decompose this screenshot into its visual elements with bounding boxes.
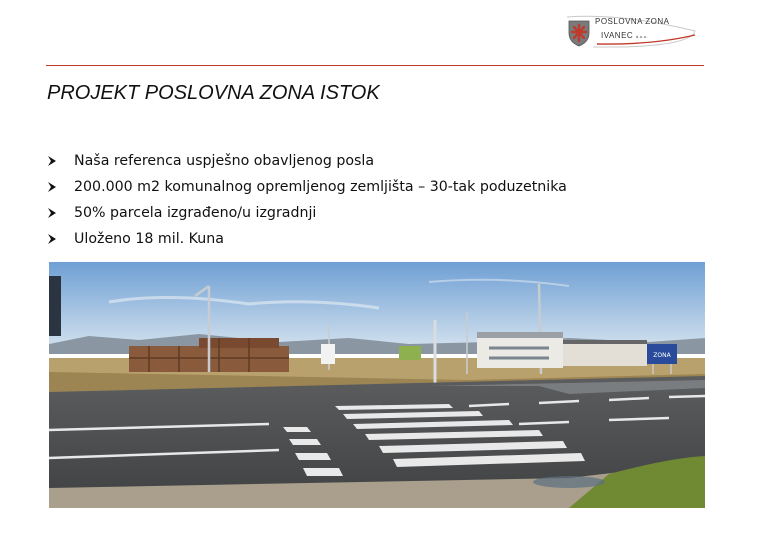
shield-cross-icon <box>569 21 589 46</box>
puddle <box>533 476 605 488</box>
logo-line-1: POSLOVNA ZONA <box>595 17 670 26</box>
arrowhead-icon <box>47 155 74 167</box>
bullet-text: 50% parcela izgrađeno/u izgradnji <box>74 205 317 221</box>
bullet-list <box>47 148 567 252</box>
bullet-text: Uloženo 18 mil. Kuna <box>74 231 224 247</box>
arrowhead-icon <box>47 233 74 245</box>
arrowhead-icon <box>47 207 74 219</box>
logo-name: IVANEC <box>601 31 634 40</box>
slide-title: PROJEKT POSLOVNA ZONA ISTOK <box>47 82 380 104</box>
sky <box>49 262 705 352</box>
logo-suffix: d.o.o. <box>635 34 648 39</box>
title-divider <box>46 65 704 66</box>
sign-text: ZONA <box>653 352 671 359</box>
bullet-text: Naša referenca uspješno obavljenog posla <box>74 153 375 169</box>
company-logo <box>563 11 698 51</box>
bullet-item <box>47 148 567 174</box>
bullet-text: 200.000 m2 komunalnog opremljenog zemljišta – 30-tak poduzetnika <box>74 179 567 195</box>
logo-line-2 <box>601 31 648 40</box>
business-zone-photo <box>49 262 705 508</box>
left-pole <box>49 276 61 336</box>
bullet-item <box>47 200 567 226</box>
bullet-item <box>47 226 567 252</box>
bullet-item <box>47 174 567 200</box>
arrowhead-icon <box>47 181 74 193</box>
